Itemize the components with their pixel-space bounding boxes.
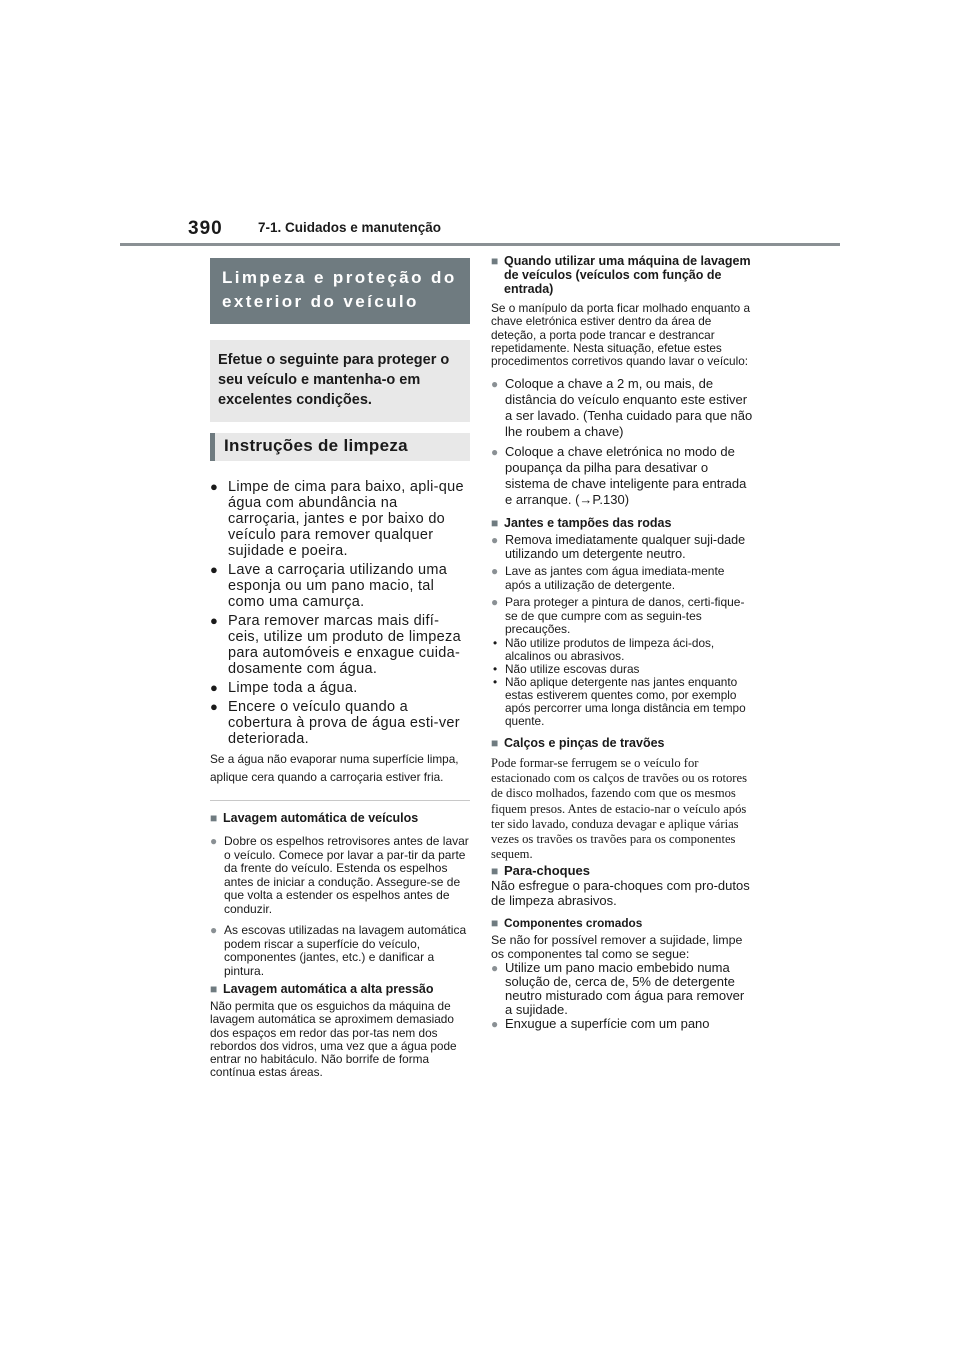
auto-wash-heading: ■ Lavagem automática de veículos [210,811,419,825]
list-item: ● Limpe de cima para baixo, apli-que água com abundância na carroçaria, jantes e por baixo do veículo para remover qualquer sujidade e poeira. [210,479,464,559]
bullet-icon: ● [210,562,219,577]
smart-entry-heading: ■ Quando utilizar uma máquina de lavagem de veículos (veículos com função de entrada) [491,254,751,296]
chrome-text: Se não for possível remover a sujidade, limpe os componentes tal como se segue: [491,933,743,961]
section-heading: 7-1. Cuidados e manutenção [258,220,442,235]
square-icon: ■ [491,516,499,531]
cleaning-instructions-heading: Instruções de limpeza [210,433,470,461]
high-pressure-text: Não permita que os esguichos da máquina de lavagem automática se aproximem demasiado dos espaços em redor das por-tas nem dos rebordos dos vidros, uma vez que a água pode entrar no habitáculo. Não borrife de forma contínua estas áreas. [210,999,457,1080]
dot-icon: ● [210,923,218,937]
list-item: ● Remova imediatamente qualquer suji-dade utilizando um detergente neutro. [491,533,746,561]
list-item: ● As escovas utilizadas na lavagem automática podem riscar a superfície do veículo, componentes (jantes, etc.) e danificar a pintura. [210,923,467,978]
square-icon: ■ [210,982,218,996]
dot-icon: ● [491,595,499,610]
bullet-icon: ● [210,699,219,714]
list-item: ● Dobre os espelhos retrovisores antes de lavar o veículo. Comece por lavar a par-tir da parte da frente do veículo. Estenda os espelhos antes de iniciar a condução. Assegure-se de que volta a estender os espelhos antes de conduzir. [210,834,469,916]
bullet-icon: ● [210,680,219,695]
page-title: Limpeza e proteção do exterior do veículo [210,258,470,324]
list-item: ● Utilize um pano macio embebido numa solução de, cerca de, 5% de detergente neutro misturado com água para remover a sujidade. [491,960,745,1017]
bumpers-text: Não esfregue o para-choques com pro-dutos de limpeza abrasivos. [491,878,750,909]
bullet-icon: ● [210,479,219,494]
list-item: ● Lave a carroçaria utilizando uma esponja ou um pano macio, tal como uma camurça. [210,562,448,610]
bullet-icon: • [493,635,498,650]
dot-icon: ● [210,834,218,848]
cleaning-steps-list [210,479,470,747]
list-item: ● Limpe toda a água. [210,680,358,696]
dot-icon: ● [491,961,499,975]
list-item: • Não utilize escovas duras [493,661,640,676]
brakes-text: Pode formar-se ferrugem se o veículo for estacionado com os calços de travões ou os rotores de disco molhados, fazendo com que os mesmos fiquem presos. Antes de estacio-nar o veículo após ter sido lavado, conduza devagar e aplique várias vezes os travões os travões para os componentes sequem. [491,755,747,862]
dot-icon: ● [491,445,499,460]
dot-icon: ● [491,377,499,392]
bullet-icon: • [493,674,498,689]
list-item: ● Para remover marcas mais difí-ceis, utilize um produto de limpeza para automóveis e enxague cuida-dosamente com água. [210,613,461,677]
square-icon: ■ [491,735,499,750]
smart-entry-text: Se o manípulo da porta ficar molhado enquanto a chave eletrónica estiver dentro da área de deteção, a porta pode trancar e destrancar repetidamente. Nesta situação, efetue estes procedimentos corretivos quando lavar o veículo: [491,301,751,369]
dot-icon: ● [491,564,499,579]
dot-icon: ● [491,533,499,548]
intro-text: Efetue o seguinte para proteger o seu veículo e mantenha-o em excelentes condições. [210,340,470,422]
list-item: ● Encere o veículo quando a cobertura à prova de água esti-ver deteriorada. [210,699,460,747]
list-item: ● Coloque a chave eletrónica no modo de poupança da pilha para desativar o sistema de chave inteligente para entrada e arranque. (→P.130) [491,444,747,508]
list-item: • Não utilize produtos de limpeza áci-dos, alcalinos ou abrasivos. [493,635,715,663]
square-icon: ■ [210,811,218,825]
list-item: ● Coloque a chave a 2 m, ou mais, de distância do veículo enquanto este estiver a ser lavado. (Tenha cuidado para que não lhe roubem a chave) [491,376,753,440]
bullet-icon: • [493,661,498,676]
right-column [491,254,753,1031]
page-number: 390 [188,218,223,239]
list-item: ● Lave as jantes com água imediata-mente após a utilização de detergente. [491,564,725,592]
bumpers-heading: ■ Para-choques [491,863,590,879]
list-item: • Não aplique detergente nas jantes enquanto estas estiverem quentes como, por exemplo após percorrer uma longa distância em tempo quente. [493,674,746,728]
wax-note: Se a água não evaporar numa superfície limpa, aplique cera quando a carroçaria estiver fria. [210,752,459,784]
list-item: ● Enxugue a superfície com um pano [491,1016,710,1031]
wheels-heading: ■ Jantes e tampões das rodas [491,516,672,531]
left-column [210,258,470,1080]
list-item: ● Para proteger a pintura de danos, certi-fique-se de que cumpre com as seguin-tes precauções. [491,595,745,637]
square-icon: ■ [491,916,499,931]
square-icon: ■ [491,864,499,879]
header-divider [120,243,840,246]
high-pressure-heading: ■ Lavagem automática a alta pressão [210,982,434,996]
square-icon: ■ [491,254,499,268]
dot-icon: ● [491,1017,499,1031]
bullet-icon: ● [210,613,219,628]
brakes-heading: ■ Calços e pinças de travões [491,735,665,750]
chrome-heading: ■ Componentes cromados [491,916,643,931]
divider [210,800,470,801]
